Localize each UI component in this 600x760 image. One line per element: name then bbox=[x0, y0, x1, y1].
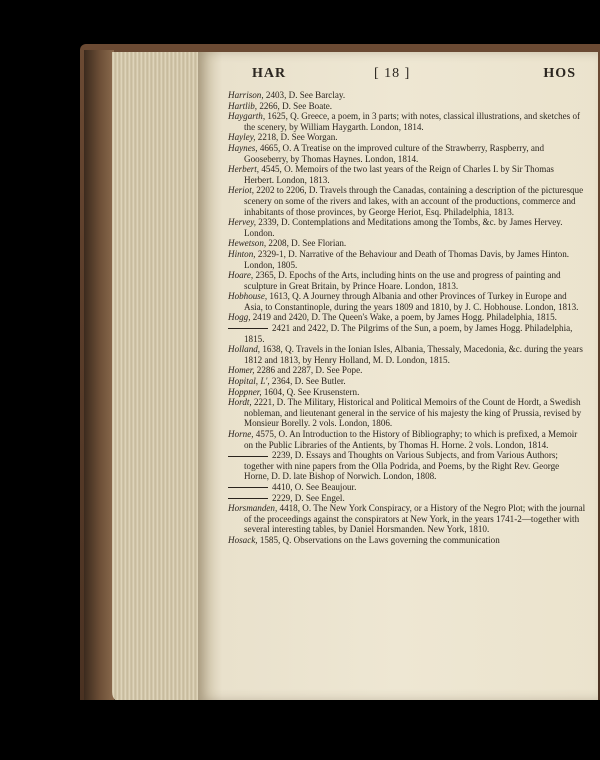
entry-author: Hopital, L', bbox=[228, 376, 270, 387]
ditto-rule bbox=[228, 487, 268, 488]
ditto-rule bbox=[228, 328, 268, 329]
ditto-rule bbox=[228, 498, 268, 499]
catalogue-entry bbox=[228, 312, 586, 323]
entry-text: 4665, O. A Treatise on the improved culture of the Strawberry, Raspberry, and Gooseberry, by Thomas Haynes. London, 1814. bbox=[244, 142, 545, 164]
entry-text: 2218, D. See Worgan. bbox=[255, 132, 338, 143]
catalogue-entry bbox=[228, 164, 586, 185]
catalogue-entry bbox=[228, 111, 586, 132]
entry-text: 2286 and 2287, D. See Pope. bbox=[254, 365, 363, 376]
entry-text: 2364, D. See Butler. bbox=[269, 376, 346, 387]
entry-text: 4545, O. Memoirs of the two last years of the Reign of Charles I. by Sir Thomas Herbert. London, 1813. bbox=[244, 164, 554, 185]
catalogue-entry bbox=[228, 132, 586, 143]
entry-author: Hoare, bbox=[228, 270, 254, 281]
catalogue-entry bbox=[228, 291, 586, 312]
catalogue-entry bbox=[228, 90, 586, 101]
catalogue-entry bbox=[228, 344, 586, 365]
entry-text: 4418, O. The New York Conspiracy, or a History of the Negro Plot; with the journal of the proceedings against the conspirators at New York, in the years 1741-2—together with several interesting tables, by Daniel Horsmanden. New York, 1810. bbox=[244, 503, 586, 535]
catalogue-entry bbox=[228, 217, 586, 238]
catalogue-entry bbox=[228, 323, 586, 344]
book-spine bbox=[84, 50, 114, 700]
catalogue-entry bbox=[228, 249, 586, 270]
entry-author: Heriot, bbox=[228, 185, 255, 196]
entry-text: 2229, D. See Engel. bbox=[272, 492, 345, 503]
catalogue-entry bbox=[228, 270, 586, 291]
catalogue-entry bbox=[228, 429, 586, 450]
entry-author: Hartlib, bbox=[228, 100, 258, 111]
entry-author: Herbert, bbox=[228, 164, 260, 175]
page-header bbox=[198, 66, 598, 88]
background-shadow bbox=[0, 700, 600, 760]
entry-author: Haygarth, bbox=[228, 111, 266, 122]
page-edges bbox=[112, 52, 202, 704]
entry-text: 2339, D. Contemplations and Meditations among the Tombs, &c. by James Hervey. London. bbox=[244, 217, 563, 238]
entry-author: Hinton, bbox=[228, 248, 256, 259]
catalogue-entry bbox=[228, 482, 586, 493]
entry-author: Hogg, bbox=[228, 312, 251, 323]
catalogue-entry bbox=[228, 238, 586, 249]
entry-text: 1604, Q. See Krusenstern. bbox=[261, 386, 360, 397]
entry-text: 2365, D. Epochs of the Arts, including hints on the use and progress of painting and sculpture in Great Britain, by Prince Hoare. London, 1813. bbox=[244, 270, 561, 291]
entry-text: 2403, D. See Barclay. bbox=[263, 90, 346, 100]
catalogue-entry bbox=[228, 376, 586, 387]
catalogue-entries bbox=[228, 90, 586, 546]
entry-author: Holland, bbox=[228, 344, 261, 355]
entry-author: Hewetson, bbox=[228, 238, 267, 249]
catalogue-entry bbox=[228, 450, 586, 482]
entry-text: 1585, Q. Observations on the Laws governing the communication bbox=[257, 534, 500, 545]
catalogue-entry bbox=[228, 397, 586, 429]
entry-text: 2419 and 2420, D. The Queen's Wake, a poem, by James Hogg. Philadelphia, 1815. bbox=[250, 312, 557, 323]
entry-text: 1613, Q. A Journey through Albania and other Provinces of Turkey in Europe and Asia, to Constantinople, during the years 1809 and 1810, by J. C. Hobhouse. London, 1813. bbox=[244, 291, 579, 312]
catalogue-entry bbox=[228, 503, 586, 535]
entry-text: 2239, D. Essays and Thoughts on Various Subjects, and from Various Authors; together with nine papers from the Olla Podrida, and Poems, by the Right Rev. George Horne, D. D. late Bishop of Norwich. London, 1808. bbox=[244, 450, 560, 482]
entry-author: Horne, bbox=[228, 429, 254, 439]
catalogue-page bbox=[198, 52, 598, 700]
catalogue-entry bbox=[228, 535, 586, 546]
ditto-rule bbox=[228, 456, 268, 457]
catalogue-entry bbox=[228, 143, 586, 164]
entry-text: 2208, D. See Florian. bbox=[266, 238, 347, 249]
entry-text: 1638, Q. Travels in the Ionian Isles, Albania, Thessaly, Macedonia, &c. during the years 1812 and 1813, by Henry Holland, M. D. London, 1815. bbox=[244, 344, 583, 365]
entry-text: 1625, Q. Greece, a poem, in 3 parts; with notes, classical illustrations, and sketches of the scenery, by William Haygarth. London, 1814. bbox=[244, 111, 581, 132]
entry-text: 2266, D. See Boate. bbox=[257, 100, 333, 111]
entry-author: Hervey, bbox=[228, 217, 257, 228]
entry-text: 2329-1, D. Narrative of the Behaviour and Death of Thomas Davis, by James Hinton. London, 1805. bbox=[244, 248, 570, 270]
catalogue-entry bbox=[228, 493, 586, 504]
entry-author: Homer, bbox=[228, 365, 255, 376]
running-head-left: HAR bbox=[252, 66, 287, 81]
entry-text: 4575, O. An Introduction to the History of Bibliography; to which is prefixed, a Memoir on the Public Libraries of the Antients, by Thomas H. Horne. 2 vols. London, 1814. bbox=[244, 429, 578, 450]
entry-text: 2221, D. The Military, Historical and Political Memoirs of the Count de Hordt, a Swedish nobleman, and lieutenant general in the service of his majesty the king of Prussia, revised by Monsieur Borelly. 2 vols. London, 1806. bbox=[244, 397, 582, 429]
entry-author: Haynes, bbox=[228, 142, 258, 153]
catalogue-entry bbox=[228, 387, 586, 398]
catalogue-entry bbox=[228, 365, 586, 376]
entry-author: Horsmanden, bbox=[228, 503, 278, 514]
entry-text: 4410, O. See Beaujour. bbox=[272, 481, 357, 492]
running-head-right: HOS bbox=[543, 66, 576, 81]
entry-author: Hobhouse, bbox=[228, 291, 268, 302]
catalogue-entry bbox=[228, 101, 586, 112]
entry-author: Hordt, bbox=[228, 397, 252, 408]
page-number: [ 18 ] bbox=[374, 66, 411, 81]
catalogue-entry bbox=[228, 185, 586, 217]
entry-author: Hosack, bbox=[228, 534, 258, 545]
entry-text: 2202 to 2206, D. Travels through the Canadas, containing a description of the picturesque scenery on some of the rivers and lakes, with an account of the productions, commerce and inhabitants of those provinces, by George Heriot, Esq. Philadelphia, 1813. bbox=[244, 185, 584, 217]
entry-author: Harrison, bbox=[228, 90, 264, 100]
entry-author: Hoppner, bbox=[228, 386, 262, 397]
entry-text: 2421 and 2422, D. The Pilgrims of the Sun, a poem, by James Hogg. Philadelphia, 1815. bbox=[244, 323, 573, 344]
entry-author: Hayley, bbox=[228, 132, 256, 143]
